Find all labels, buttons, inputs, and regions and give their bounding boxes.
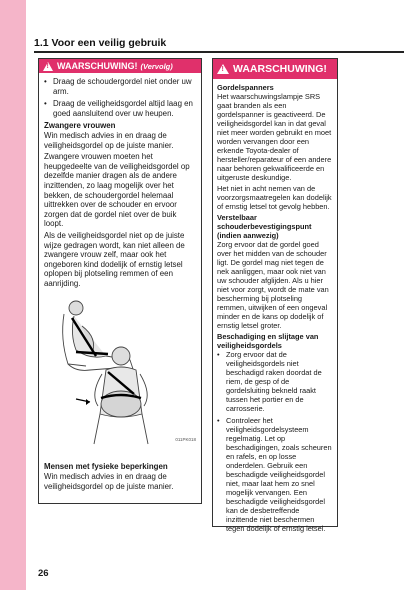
paragraph: Win medisch advies in en draag de veiligheidsgordel op de juiste manier. bbox=[44, 130, 174, 150]
bullet-icon: • bbox=[217, 350, 220, 359]
warning-title: WAARSCHUWING! bbox=[57, 61, 138, 71]
warning-continued-label: (Vervolg) bbox=[140, 61, 173, 71]
bullet-icon: • bbox=[217, 416, 220, 425]
list-item bbox=[217, 350, 333, 413]
seatbelt-figure-icon bbox=[46, 294, 196, 454]
bullet-text: Draag de schoudergordel niet onder uw arm. bbox=[53, 77, 192, 96]
disability-heading: Mensen met fysieke beperkingen bbox=[44, 462, 168, 472]
bullet-text: Zorg ervoor dat de veiligheidsgordels niet beschadigd raken doordat de riem, de gesp of de gordelsluiting bekneld raakt tussen het portier en de carrosserie. bbox=[226, 350, 322, 413]
list-item bbox=[44, 99, 196, 118]
bullet-icon: • bbox=[44, 77, 47, 86]
section-title: 1.1 Voor een veilig gebruik bbox=[34, 37, 167, 49]
bullet-text: Draag de veiligheidsgordel altijd laag en goed aansluitend over uw heupen. bbox=[53, 99, 193, 118]
page-number: 26 bbox=[38, 568, 49, 579]
pregnant-seatbelt-illustration bbox=[46, 294, 196, 454]
pretensioner-heading: Gordelspanners bbox=[217, 83, 274, 92]
warning-triangle-icon bbox=[217, 64, 229, 74]
list-item bbox=[44, 77, 196, 96]
paragraph: Het niet in acht nemen van de voorzorgsmaatregelen kan dodelijk of ernstig letsel tot gevolg hebben. bbox=[217, 184, 332, 211]
header-rule bbox=[34, 51, 404, 53]
bullet-text: Controleer het veiligheidsgordelsysteem regelmatig. Let op beschadigingen, zoals scheuren en rafels, en op losse onderdelen. Gebruik een beschadigde veiligheidsgordel niet, maar laat hem zo snel mogelijk vervangen. Een beschadigde veiligheidsgordel kan de desbetreffende inzittende niet beschermen tegen dodelijk of ernstig letsel. bbox=[226, 416, 332, 533]
warning-box-continued bbox=[38, 58, 202, 504]
chapter-side-tab bbox=[0, 0, 26, 590]
paragraph: Als de veiligheidsgordel niet op de juiste wijze gedragen wordt, kan niet alleen de zwangere vrouw zelf, maar ook het ongeboren kind dodelijk of ernstig letsel oplopen bij plotseling remmen of een aanrijding. bbox=[44, 230, 185, 288]
damage-heading: Beschadiging en slijtage van veiligheidsgordels bbox=[217, 332, 319, 350]
bullet-icon: • bbox=[44, 99, 47, 109]
warning-header bbox=[39, 59, 201, 73]
paragraph: Zwangere vrouwen moeten het heupgedeelte van de veiligheidsgordel op dezelfde manier dragen als de andere inzittenden, zo laag mogelijk over het bekken, de schoudergordel helemaal uittrekken over de schouder en ervoor zorgen dat de gordel niet over de buik loopt. bbox=[44, 152, 190, 229]
pregnant-heading: Zwangere vrouwen bbox=[44, 121, 116, 131]
figure-code: 011PK018 bbox=[175, 436, 196, 442]
warning-triangle-icon bbox=[43, 62, 53, 71]
paragraph: Win medisch advies in en draag de veiligheidsgordel op de juiste manier. bbox=[44, 472, 174, 491]
warning-box bbox=[212, 58, 338, 533]
anchor-heading: Verstelbaar schouderbevestigingspunt (indien aanwezig) bbox=[217, 213, 312, 240]
paragraph: Zorg ervoor dat de gordel goed over het midden van de schouder ligt. De gordel mag niet tegen de nek aanliggen, maar ook niet van uw schouder afglijden. Als u hier niet voor zorgt, wordt de mate van bescherming bij plotseling remmen, uitwijken of een ongeval minder en de kans op dodelijk of ernstig letsel groter. bbox=[217, 240, 329, 330]
paragraph: Het waarschuwingslampje SRS gaat branden als een gordelspanner is geactiveerd. De veiligheidsgordel kan in dat geval niet meer worden gebruikt en moet worden vervangen door een erkende Toyota-dealer of hersteller/reparateur of een andere naar behoren gekwalificeerde en uitgeruste deskundige. bbox=[217, 92, 332, 182]
warning-header bbox=[213, 59, 337, 79]
list-item bbox=[217, 416, 333, 533]
warning-title: WAARSCHUWING! bbox=[233, 63, 327, 75]
